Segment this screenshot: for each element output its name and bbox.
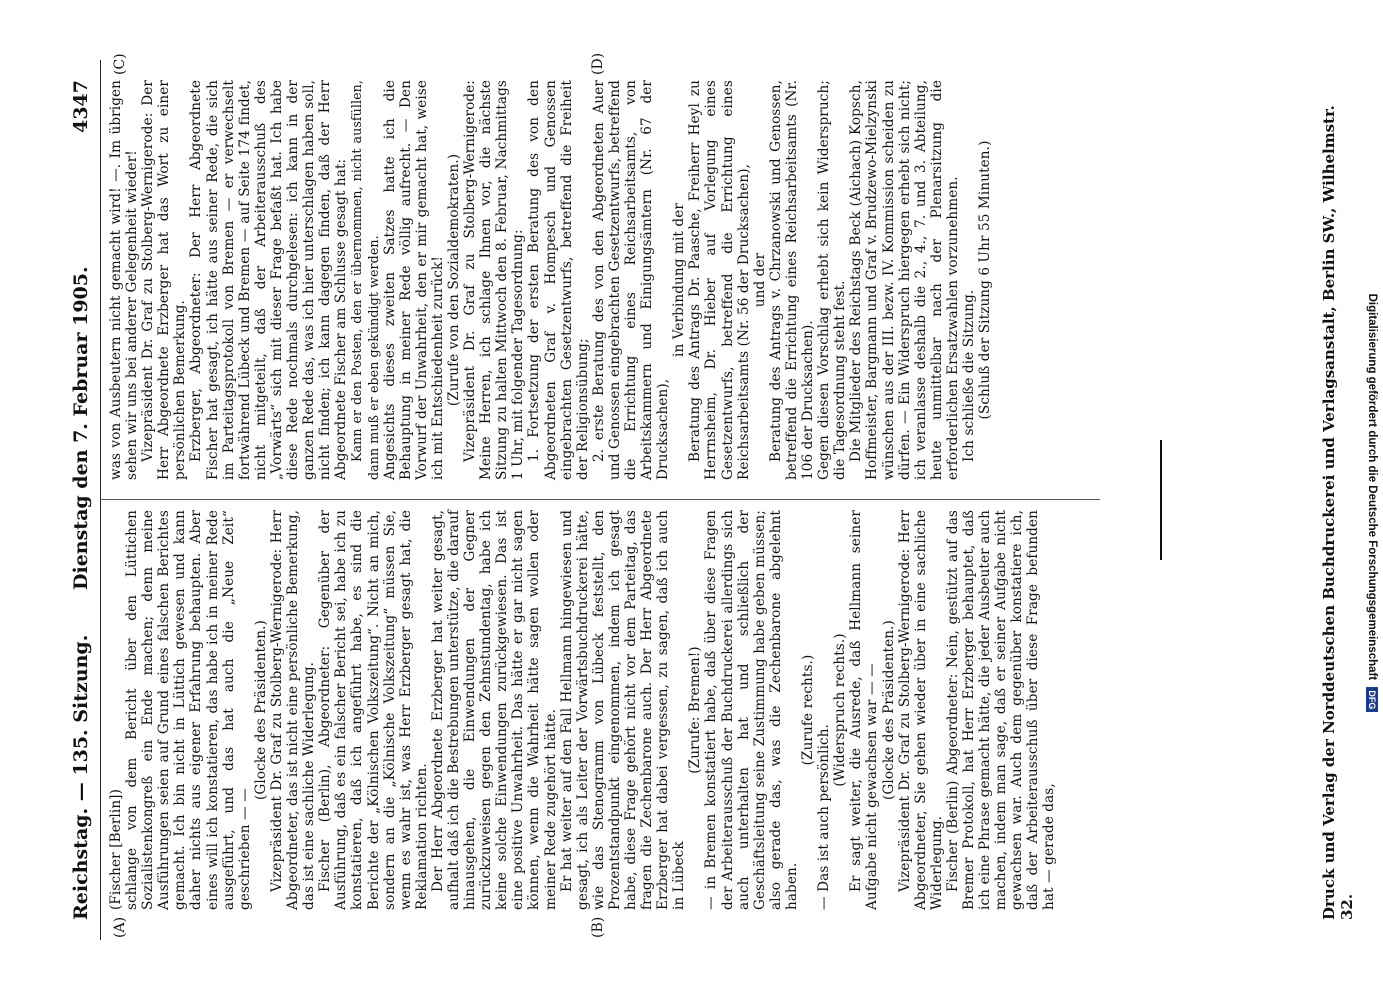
agenda-connector: in Verbindung mit der	[671, 203, 688, 357]
agenda-item: 2. erste Beratung des von den Abgeordneten Auer und Genossen eingebrachten Gesetzentwurfs, betreffend die Errichtung eines Reichsarbeitsamts, von Arbeitskammern und Einigungsämtern (Nr. 67 der Drucksachen),	[590, 80, 672, 480]
agenda-connector: und der	[751, 252, 768, 308]
interjection: (Glocke des Präsidenten.)	[252, 620, 269, 800]
paragraph: Vizepräsident Dr. Graf zu Stolberg-Wernigerode: Der Herr Abgeordnete Erzberger hat das Wort zu einer persönlichen Bemerkung.	[140, 80, 189, 480]
page-header	[70, 80, 100, 920]
margin-mark-c: (C)	[112, 53, 128, 75]
column-divider	[100, 499, 1100, 500]
header-center: Dienstag den 7. Februar 1905.	[70, 266, 92, 590]
interjection: (Zurufe: Bremen!)	[687, 646, 704, 774]
agenda-item: Beratung des Antrags v. Chrzanowski und Genossen, betreffend die Errichtung eines Reichsarbeitsamts (Nr. 106 der Drucksachen).	[767, 80, 817, 480]
paragraph: Gegen diesen Vorschlag erhebt sich kein Widerspruch; die Tagesordnung steht fest.	[816, 80, 849, 480]
interjection: (Glocke des Präsidenten.)	[880, 620, 897, 800]
paragraph: Fischer (Berlin), Abgeordneter: Gegenüber der Ausführung, daß es ein falscher Bericht sei, habe ich zu konstatieren, daß ich angeführt habe, es sind die Berichte der „Kölnischen Volkszeitung“. Nicht an mich, sondern an die „Kölnische Volkszeitung“ müssen Sie, wenn es wahr ist, was Herr Erzberger gesagt hat, die Reklamation richten.	[317, 510, 430, 910]
paragraph: Vizepräsident Dr. Graf zu Stolberg-Wernigerode: Herr Abgeordneter, Sie gehen wieder über in eine sachliche Widerlegung.	[896, 510, 945, 910]
margin-mark-a: (A)	[112, 916, 128, 938]
dfg-sidenote	[1358, 8, 1378, 998]
sidenote-text: Digitalisierung gefördert durch die Deutsche Forschungsgemeinschaft	[1366, 293, 1378, 681]
paragraph: Ich schließe die Sitzung.	[960, 289, 977, 462]
interjection: (Zurufe von den Sozialdemokraten.)	[445, 153, 462, 407]
margin-mark-d: (D)	[590, 52, 606, 75]
paragraph: schlange von dem Bericht über den Lüttichen Sozialistenkongreß ein Ende machen; denn meine Ausführungen seien auf Grund eines falschen Berichtes gemacht. Ich bin nicht in Lüttich gewesen und kann daher nichts aus eigener Erfahrung behaupten. Aber eines will ich konstatieren, das habe ich in meiner Rede ausgeführt, und das hat auch die „Neue Zeit“ geschrieben — —	[124, 510, 253, 910]
paragraph: Angesichts dieses zweiten Satzes hatte ich die Behauptung in meiner Rede völlig aufrecht. — Den Vorwurf der Unwahrheit, den er mir gemacht hat, weise ich mit Entschiedenheit zurück!	[381, 80, 446, 480]
paragraph: Erzberger, Abgeordneter: Der Herr Abgeordnete Fischer hat gesagt, ich hätte aus seiner Rede, die sich im Parteitagsprotokoll von Bremen — er verwechselt fortwährend Lübeck und Bremen — auf Seite 174 findet, nicht mitgeteilt, daß der Arbeiterausschuß des „Vorwärts“ sich mit dieser Frage befaßt hat. Ich habe diese Rede nochmals durchgelesen: ich kann in der ganzen Rede das, was ich hier unterschlagen haben soll, nicht finden; ich kann dagegen finden, daß der Herr Abgeordnete Fischer am Schlusse gesagt hat:	[188, 80, 350, 480]
paragraph: Vizepräsident Dr. Graf zu Stolberg-Wernigerode: Herr Abgeordneter, das ist nicht eine persönliche Bemerkung, das ist eine sachliche Widerlegung.	[268, 510, 318, 910]
dfg-logo: DFG	[1366, 687, 1378, 712]
agenda-item: 1. Fortsetzung der ersten Beratung des von den Abgeordneten Graf v. Hompesch und Genossen eingebrachten Gesetzentwurfs, betreffend die Freiheit der Religionsübung;	[526, 80, 591, 480]
interjection: (Widerspruch rechts.)	[832, 633, 849, 787]
left-column	[108, 510, 1058, 910]
header-left: Reichstag. — 135. Sitzung.	[70, 634, 92, 920]
header-rule	[100, 60, 101, 940]
paragraph: Er hat weiter auf den Fall Hellmann hingewiesen und gesagt, ich als Leiter der Vorwärtsbuchdruckerei hätte, wie das Stenogramm von Lübeck feststellt, den Prozentstandpunkt eingenommen, indem ich gesagt habe, diese Frage gehört nicht vor dem Parteitag, das fragen die Zechenbarone auch. Der Herr Abgeordnete Erzberger hat dabei vergessen, zu sagen, daß ich auch in Lübeck	[558, 510, 688, 910]
margin-mark-b: (B)	[590, 916, 606, 938]
paragraph: Der Herr Abgeordnete Erzberger hat weiter gesagt, aufhalt daß ich die Bestrebungen unterstütze, die darauf hinausgehen, die Einwendungen der Gegner zurückzuweisen gegen den Zehnstundentag, habe ich keine solche Einwendungen zurückgewiesen. Das ist eine positive Unwahrheit. Das hätte er gar nicht sagen können, wenn die Wahrheit hätte sagen wollen oder meiner Rede zugehört hätte.	[429, 510, 559, 910]
agenda-item: Beratung des Antrags Dr. Paasche, Freiherr Heyl zu Herrnsheim, Dr. Hieber auf Vorlegung eines Gesetzentwurfs, betreffend die Errichtung eines Reichsarbeitsamts (Nr. 56 der Drucksachen),	[687, 80, 752, 480]
paragraph: Er sagt weiter, die Ausrede, daß Hellmann seiner Aufgabe nicht gewachsen war — —	[848, 510, 881, 910]
paragraph: — in Bremen konstatiert habe, daß über diese Fragen der Arbeiterausschuß der Buchdruckerei allerdings sich auch unterhalten hat und schließlich der Geschäftsleitung seine Zustimmung habe geben müssen; also gerade das, was die Zechenbarone abgelehnt haben.	[703, 510, 800, 910]
paragraph: Die Mitglieder des Reichstags Beck (Aichach) Kopsch, Hoffmeister, Bargmann und Graf v. Brudzewo-Mielzynski wünschen aus der III. bezw. IV. Kommission scheiden zu dürfen. — Ein Widerspruch hiergegen erhebt sich nicht; ich veranlasse deshalb die 2., 4., 7. und 3. Abteilung, heute unmittelbar nach der Plenarsitzung die erforderlichen Ersatzwahlen vorzunehmen.	[848, 80, 961, 480]
speaker-continuation: (Fischer [Berlin])	[108, 789, 124, 910]
interjection: (Zurufe rechts.)	[800, 654, 817, 766]
right-column	[108, 80, 993, 480]
page-number: 4347	[70, 80, 92, 133]
printer-footer: Druck und Verlag der Norddeutschen Buchdruckerei und Verlagsanstalt, Berlin SW., Wilhelmstr. 32.	[1320, 105, 1356, 920]
paragraph: — Das ist auch persönlich.	[816, 723, 833, 910]
closing-rule	[1160, 440, 1162, 560]
session-end: (Schluß der Sitzung 6 Uhr 55 Minuten.)	[977, 140, 994, 420]
paragraph: Fischer (Berlin) Abgeordneter: Nein, gestützt auf das Bremer Protokoll, hat Herr Erzberger behauptet, daß ich eine Phrase gemacht hätte, die jeder Ausbeuter auch machen, indem man sage, daß er seiner Aufgabe nicht gewachsen war. Auch dem gegenüber konstatiere ich, daß der Arbeiterausschuß über diese Frage befunden hat — gerade das,	[944, 510, 1058, 910]
paragraph: was von Ausbeutern nicht gemacht wird! —. Im übrigen sehen wir uns bei anderer Gelegenheit wieder!	[108, 80, 141, 480]
paragraph: Vizepräsident Dr. Graf zu Stolberg-Wernigerode: Meine Herren, ich schlage Ihnen vor, die nächste Sitzung zu halten Mittwoch den 8. Februar, Nachmittags 1 Uhr, mit folgender Tagesordnung:	[462, 80, 527, 480]
quotation: Kann er den Posten, den er übernommen, nicht ausfüllen, dann muß er eben gekündigt werden.	[349, 80, 381, 480]
